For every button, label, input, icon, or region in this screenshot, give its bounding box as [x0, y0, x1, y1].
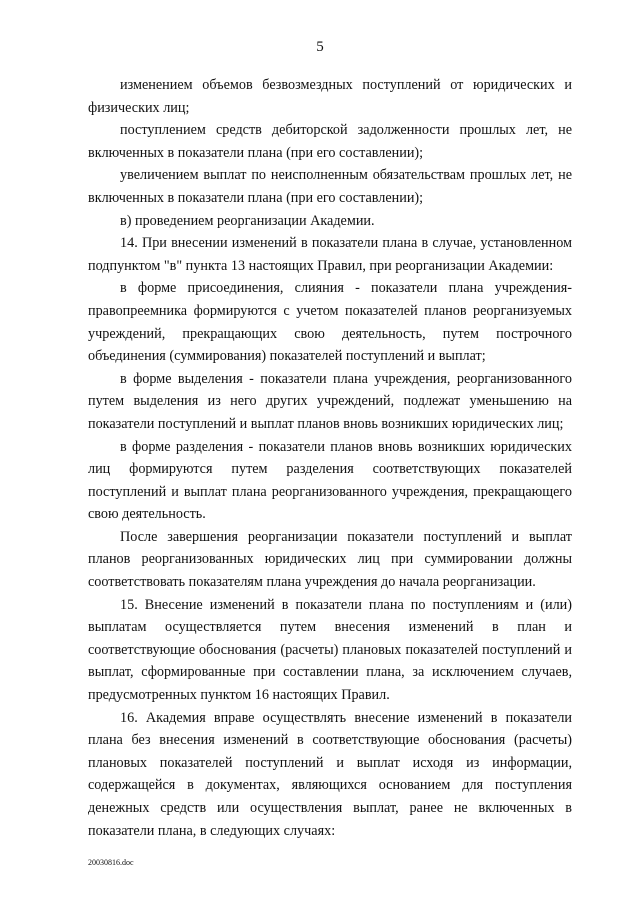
page-number: 5 [316, 39, 324, 55]
paragraph-2: поступлением средств дебиторской задолженности прошлых лет, не включенных в показатели плана (при его составлении); [88, 122, 572, 161]
footer-filename: 20030816.doc [88, 858, 134, 867]
paragraph-11: 16. Академия вправе осуществлять внесение изменений в показатели плана без внесения изменений в соответствующие обоснования (расчеты) плановых показателей поступлений и выплат исходя из информации, содержащейся в документах, являющихся основанием для поступления денежных средств или осуществления выплат, ранее не включенных в показатели плана, в следующих случаях: [88, 709, 572, 839]
paragraph-5: 14. При внесении изменений в показатели плана в случае, установленном подпунктом "в" пункта 13 настоящих Правил, при реорганизации Академии: [88, 235, 572, 274]
paragraph-8: в форме разделения - показатели планов вновь возникших юридических лиц формируются путем разделения соответствующих показателей поступлений и выплат плана реорганизованного учреждения, прекращающего свою деятельность. [88, 438, 572, 523]
paragraph-10: 15. Внесение изменений в показатели плана по поступлениям и (или) выплатам осуществляется путем внесения изменений в план и соответствующие обоснования (расчеты) плановых показателей поступлений и выплат, сформированные при составлении плана, за исключением случаев, предусмотренных пунктом 16 настоящих Правил. [88, 596, 572, 704]
paragraph-7: в форме выделения - показатели плана учреждения, реорганизованного путем выделения из него других учреждений, подлежат уменьшению на показатели поступлений и выплат планов вновь возникших юридических лиц; [88, 370, 572, 432]
paragraph-6: в форме присоединения, слияния - показатели плана учреждения-правопреемника формируются с учетом показателей планов реорганизуемых учреждений, прекращающих свою деятельность, путем построчного объединения (суммирования) показателей поступлений и выплат; [88, 280, 572, 365]
paragraph-4: в) проведением реорганизации Академии. [120, 212, 375, 229]
paragraph-1: изменением объемов безвозмездных поступлений от юридических и физических лиц; [88, 77, 572, 116]
paragraph-3: увеличением выплат по неисполненным обязательствам прошлых лет, не включенных в показатели плана (при его составлении); [88, 167, 572, 206]
paragraph-9: После завершения реорганизации показатели поступлений и выплат планов реорганизованных юридических лиц при суммировании должны соответствовать показателям плана учреждения до начала реорганизации. [88, 528, 572, 591]
document-body [88, 74, 572, 842]
